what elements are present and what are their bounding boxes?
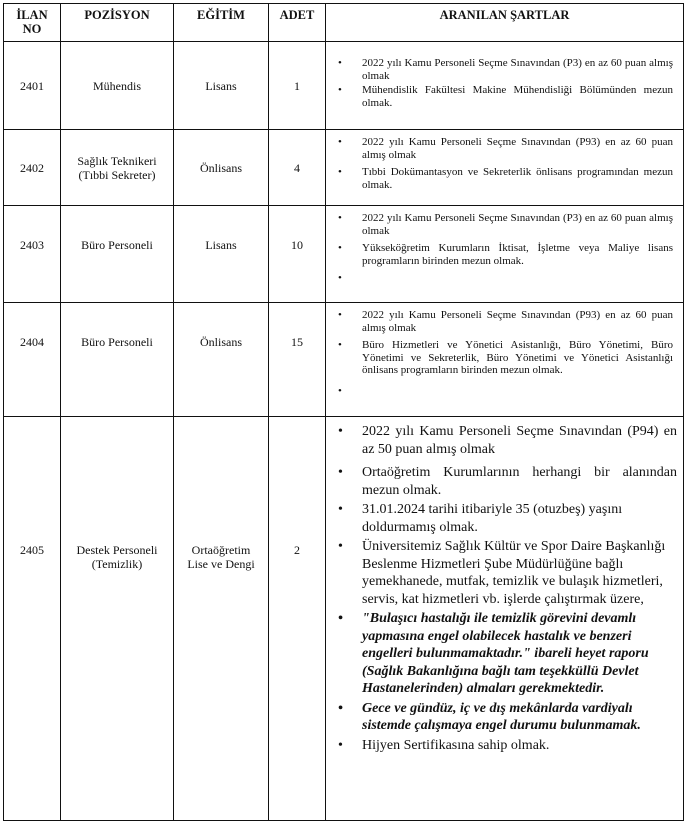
cell-pozisyon: Büro Personeli bbox=[61, 206, 174, 303]
table-row bbox=[4, 417, 684, 821]
requirement-item-empty bbox=[336, 272, 673, 284]
header-ilan-no: İLAN NO bbox=[4, 4, 61, 42]
table-row bbox=[4, 206, 684, 303]
table-row bbox=[4, 42, 684, 130]
cell-ilan-no: 2403 bbox=[4, 206, 61, 303]
requirements-list bbox=[326, 57, 683, 109]
cell-ilan-no: 2405 bbox=[4, 417, 61, 821]
requirement-item: • Büro Hizmetleri ve Yönetici Asistanlığı, Büro Yönetimi, Büro Yönetimi ve Sekreterlik, Büro Yönetimi ve Yönetici Asistanlığı önlisans programların birinden mezun olmak. bbox=[336, 339, 673, 377]
cell-adet: 4 bbox=[269, 130, 326, 206]
header-adet: ADET bbox=[269, 4, 326, 42]
requirements-list bbox=[326, 130, 683, 191]
requirement-item: • Ortaöğretim Kurumlarının herhangi bir alanından mezun olmak. bbox=[336, 464, 677, 499]
cell-pozisyon bbox=[61, 417, 174, 821]
cell-adet: 1 bbox=[269, 42, 326, 130]
cell-sartlar bbox=[326, 42, 684, 130]
requirement-item: • 2022 yılı Kamu Personeli Seçme Sınavından (P93) en az 60 puan almış olmak bbox=[336, 136, 673, 161]
cell-pozisyon: Mühendis bbox=[61, 42, 174, 130]
header-pozisyon: POZİSYON bbox=[61, 4, 174, 42]
cell-adet: 2 bbox=[269, 417, 326, 821]
cell-sartlar bbox=[326, 206, 684, 303]
table-row bbox=[4, 130, 684, 206]
cell-ilan-no: 2401 bbox=[4, 42, 61, 130]
requirement-item: • Yükseköğretim Kurumların İktisat, İşletme veya Maliye lisans programların birinden mezun olmak. bbox=[336, 242, 673, 267]
requirements-list bbox=[326, 417, 683, 754]
pozisyon-line: (Temizlik) bbox=[91, 557, 143, 571]
header-egitim: EĞİTİM bbox=[174, 4, 269, 42]
requirement-item: • 2022 yılı Kamu Personeli Seçme Sınavından (P93) en az 60 puan almış olmak bbox=[336, 309, 673, 334]
table-row bbox=[4, 303, 684, 417]
requirement-item-emphasis: • "Bulaşıcı hastalığı ile temizlik görevini devamlı yapmasına engel olabilecek hastalık ve benzeri engelleri bulunmamaktadır." ibareli heyet raporu (Sağlık Bakanlığına bağlı tam teşekküllü Devlet Hastanelerinden) almaları gerekmektedir. bbox=[336, 610, 677, 698]
requirement-item: • 2022 yılı Kamu Personeli Seçme Sınavından (P3) en az 60 puan almış olmak bbox=[336, 212, 673, 237]
requirements-list bbox=[326, 206, 683, 284]
requirement-item: • Mühendislik Fakültesi Makine Mühendisliği Bölümünden mezun olmak. bbox=[336, 84, 673, 109]
requirement-item: • 31.01.2024 tarihi itibariyle 35 (otuzbeş) yaşını doldurmamış olmak. bbox=[336, 501, 677, 536]
requirement-item: • Tıbbi Dokümantasyon ve Sekreterlik önlisans programından mezun olmak. bbox=[336, 166, 673, 191]
requirement-item: • 2022 yılı Kamu Personeli Seçme Sınavından (P3) en az 60 puan almış olmak bbox=[336, 57, 673, 82]
cell-pozisyon: Büro Personeli bbox=[61, 303, 174, 417]
egitim-line: Lise ve Dengi bbox=[187, 557, 255, 571]
cell-egitim: Lisans bbox=[174, 42, 269, 130]
cell-egitim: Önlisans bbox=[174, 130, 269, 206]
cell-adet: 10 bbox=[269, 206, 326, 303]
cell-sartlar bbox=[326, 303, 684, 417]
pozisyon-line: Destek Personeli bbox=[76, 543, 158, 557]
cell-sartlar bbox=[326, 130, 684, 206]
header-sartlar: ARANILAN ŞARTLAR bbox=[326, 4, 684, 42]
cell-ilan-no: 2402 bbox=[4, 130, 61, 206]
requirement-item: • Üniversitemiz Sağlık Kültür ve Spor Daire Başkanlığı Beslenme Hizmetleri Şube Müdürlüğüne bağlı yemekhanede, mutfak, temizlik ve bulaşık hizmetleri, servis, kat hizmetleri vb. işlerde çalıştırmak üzere, bbox=[336, 538, 677, 608]
requirement-item: • Hijyen Sertifikasına sahip olmak. bbox=[336, 737, 677, 755]
cell-sartlar bbox=[326, 417, 684, 821]
job-postings-table bbox=[3, 3, 684, 821]
cell-egitim: Önlisans bbox=[174, 303, 269, 417]
cell-egitim: Lisans bbox=[174, 206, 269, 303]
header-row bbox=[4, 4, 684, 42]
cell-adet: 15 bbox=[269, 303, 326, 417]
requirements-list bbox=[326, 303, 683, 397]
cell-egitim bbox=[174, 417, 269, 821]
requirement-item-empty bbox=[336, 385, 673, 397]
egitim-line: Ortaöğretim bbox=[191, 543, 251, 557]
requirement-item-emphasis: • Gece ve gündüz, iç ve dış mekânlarda vardiyalı sistemde çalışmaya engel durumu bulunmamak. bbox=[336, 700, 677, 735]
cell-ilan-no: 2404 bbox=[4, 303, 61, 417]
requirement-item: • 2022 yılı Kamu Personeli Seçme Sınavından (P94) en az 50 puan almış olmak bbox=[336, 423, 677, 458]
cell-pozisyon: Sağlık Teknikeri (Tıbbi Sekreter) bbox=[61, 130, 174, 206]
